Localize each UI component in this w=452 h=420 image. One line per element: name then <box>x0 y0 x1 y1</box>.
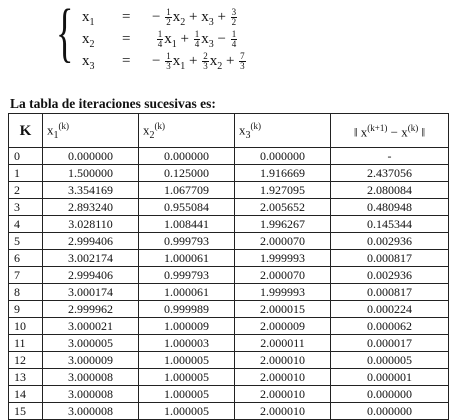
cell-k: 0 <box>9 148 43 165</box>
cell-x1: 3.000008 <box>43 369 139 386</box>
eq3-t3-frac: $\frac{7}{3}$ <box>240 51 245 72</box>
eq2-lhs-var: x <box>82 31 90 47</box>
eq3-t2-sub: 2 <box>217 61 223 72</box>
cell-norm: 0.000224 <box>331 301 449 318</box>
eq3-lhs-sub: 3 <box>89 61 95 72</box>
cell-k: 7 <box>9 267 43 284</box>
cell-x2: 1.000005 <box>139 386 235 403</box>
cell-norm: 0.002936 <box>331 267 449 284</box>
cell-x2: 1.008441 <box>139 216 235 233</box>
cell-x3: 2.000010 <box>235 352 331 369</box>
cell-x1: 0.000000 <box>43 148 139 165</box>
cell-norm: 0.000817 <box>331 250 449 267</box>
cell-x1: 3.000008 <box>43 386 139 403</box>
cell-x1: 3.000174 <box>43 284 139 301</box>
table-row <box>9 182 449 199</box>
eq3-t1-sign: − <box>152 53 161 69</box>
cell-x2: 0.000000 <box>139 148 235 165</box>
eq3-t2-var: x <box>209 53 218 69</box>
eq2-t1-frac: $\frac{1}{4}$ <box>157 29 163 50</box>
cell-x2: 1.000005 <box>139 403 235 420</box>
table-row <box>9 386 449 403</box>
cell-x2: 0.999793 <box>139 233 235 250</box>
cell-x3: 1.916669 <box>235 165 331 182</box>
cell-x1: 2.999406 <box>43 267 139 284</box>
eq1-t2-var: x <box>201 9 209 25</box>
table-row <box>9 250 449 267</box>
cell-k: 5 <box>9 233 43 250</box>
cell-x2: 1.000005 <box>139 352 235 369</box>
cell-x3: 1.999993 <box>235 284 331 301</box>
cell-x2: 1.000005 <box>139 369 235 386</box>
cell-x1: 3.000009 <box>43 352 139 369</box>
eq2-t2-frac: $\frac{1}{4}$ <box>194 29 200 50</box>
cell-x1: 3.000005 <box>43 335 139 352</box>
cell-norm: 0.000000 <box>331 403 449 420</box>
cell-x3: 1.927095 <box>235 182 331 199</box>
eq3-t2-frac: $\frac{2}{3}$ <box>203 51 208 72</box>
cell-x3: 2.000070 <box>235 233 331 250</box>
eq1-t1-var: x <box>172 9 181 25</box>
eq2-t3-frac: $\frac{1}{4}$ <box>231 29 237 50</box>
table-body <box>9 148 449 420</box>
cell-x3: 2.000070 <box>235 267 331 284</box>
cell-x1: 3.000021 <box>43 318 139 335</box>
cell-x1: 2.893240 <box>43 199 139 216</box>
table-row <box>9 369 449 386</box>
cell-x3: 2.000010 <box>235 369 331 386</box>
cell-x1: 3.028110 <box>43 216 139 233</box>
cell-x1: 3.002174 <box>43 250 139 267</box>
cell-k: 15 <box>9 403 43 420</box>
eq2-lhs-sub: 2 <box>89 39 95 50</box>
eq1-t2-sub: 3 <box>208 17 214 28</box>
eq1-lhs-sub: 1 <box>89 17 95 28</box>
cell-norm: 2.080084 <box>331 182 449 199</box>
cell-k: 13 <box>9 369 43 386</box>
eq2-t1-sub: 1 <box>171 39 177 50</box>
cell-x1: 2.999406 <box>43 233 139 250</box>
cell-k: 9 <box>9 301 43 318</box>
table-row <box>9 199 449 216</box>
cell-norm: - <box>331 148 449 165</box>
eq1-t1-sign: − <box>152 9 161 25</box>
cell-norm: 0.000017 <box>331 335 449 352</box>
eq3-t1-var: x <box>172 53 181 69</box>
eq1-t2-sign: + <box>188 9 198 25</box>
cell-x2: 0.999793 <box>139 267 235 284</box>
cell-k: 3 <box>9 199 43 216</box>
table-row <box>9 216 449 233</box>
cell-x3: 2.000015 <box>235 301 331 318</box>
cell-k: 4 <box>9 216 43 233</box>
eq2-t2-sign: + <box>180 31 189 47</box>
table-row <box>9 352 449 369</box>
cell-norm: 0.000005 <box>331 352 449 369</box>
eq1-lhs-var: x <box>82 9 90 25</box>
eq1-equals: = <box>122 9 131 25</box>
cell-norm: 0.480948 <box>331 199 449 216</box>
cell-x2: 1.000003 <box>139 335 235 352</box>
table-caption: La tabla de iteraciones sucesivas es: <box>10 96 216 111</box>
table-row <box>9 403 449 420</box>
table-row <box>9 318 449 335</box>
cell-norm: 0.000000 <box>331 386 449 403</box>
eq1-t1-sub: 2 <box>180 17 186 28</box>
cell-k: 8 <box>9 284 43 301</box>
cell-x2: 0.955084 <box>139 199 235 216</box>
eq3-lhs-var: x <box>82 53 90 69</box>
cell-norm: 2.437056 <box>331 165 449 182</box>
table-row <box>9 267 449 284</box>
cell-x3: 1.996267 <box>235 216 331 233</box>
header-k: K <box>9 114 43 148</box>
table-header-row <box>9 114 449 148</box>
cell-x3: 2.000011 <box>235 335 331 352</box>
left-brace: { <box>56 0 74 69</box>
cell-norm: 0.000817 <box>331 284 449 301</box>
eq3-t1-frac: $\frac{1}{3}$ <box>166 51 171 72</box>
cell-k: 12 <box>9 352 43 369</box>
header-x3: $x_3^{(k)}$ <box>235 114 331 148</box>
equation-system <box>56 2 336 74</box>
table-row <box>9 233 449 250</box>
cell-norm: 0.002936 <box>331 233 449 250</box>
cell-k: 6 <box>9 250 43 267</box>
table-row <box>9 335 449 352</box>
cell-norm: 0.000062 <box>331 318 449 335</box>
cell-k: 14 <box>9 386 43 403</box>
eq3-t3-sign: + <box>225 53 235 69</box>
header-x1: $x_1^{(k)}$ <box>43 114 139 148</box>
eq3-t2-sign: + <box>188 53 198 69</box>
eq3-equals: = <box>122 53 131 69</box>
eq1-t3-sign: + <box>217 9 226 25</box>
table-row <box>9 165 449 182</box>
eq1-t1-frac: $\frac{1}{2}$ <box>166 7 171 28</box>
eq2-t2-var: x <box>201 31 209 47</box>
cell-norm: 0.000001 <box>331 369 449 386</box>
table-row <box>9 148 449 165</box>
table-row <box>9 284 449 301</box>
cell-x3: 2.000010 <box>235 386 331 403</box>
cell-x3: 2.005652 <box>235 199 331 216</box>
cell-x1: 3.354169 <box>43 182 139 199</box>
cell-x2: 0.999989 <box>139 301 235 318</box>
cell-k: 2 <box>9 182 43 199</box>
header-x2: $x_2^{(k)}$ <box>139 114 235 148</box>
header-norm: ‖ $x^{(k+1)} - x^{(k)}$ ‖ <box>331 114 449 148</box>
cell-k: 10 <box>9 318 43 335</box>
cell-x3: 0.000000 <box>235 148 331 165</box>
cell-k: 1 <box>9 165 43 182</box>
cell-x1: 3.000008 <box>43 403 139 420</box>
cell-x2: 1.000061 <box>139 284 235 301</box>
eq3-t1-sub: 1 <box>180 61 186 72</box>
cell-x2: 1.067709 <box>139 182 235 199</box>
cell-norm: 0.145344 <box>331 216 449 233</box>
cell-k: 11 <box>9 335 43 352</box>
cell-x2: 0.125000 <box>139 165 235 182</box>
eq2-t3-sign: − <box>217 31 226 47</box>
cell-x1: 2.999962 <box>43 301 139 318</box>
cell-x3: 2.000010 <box>235 403 331 420</box>
cell-x2: 1.000009 <box>139 318 235 335</box>
eq1-t3-frac: $\frac{3}{2}$ <box>231 7 237 28</box>
cell-x3: 2.000009 <box>235 318 331 335</box>
cell-x2: 1.000061 <box>139 250 235 267</box>
cell-x3: 1.999993 <box>235 250 331 267</box>
iterations-table <box>8 113 449 420</box>
eq2-t1-var: x <box>164 31 172 47</box>
table-row <box>9 301 449 318</box>
eq2-t2-sub: 3 <box>208 39 214 50</box>
cell-x1: 1.500000 <box>43 165 139 182</box>
eq2-equals: = <box>122 31 131 47</box>
